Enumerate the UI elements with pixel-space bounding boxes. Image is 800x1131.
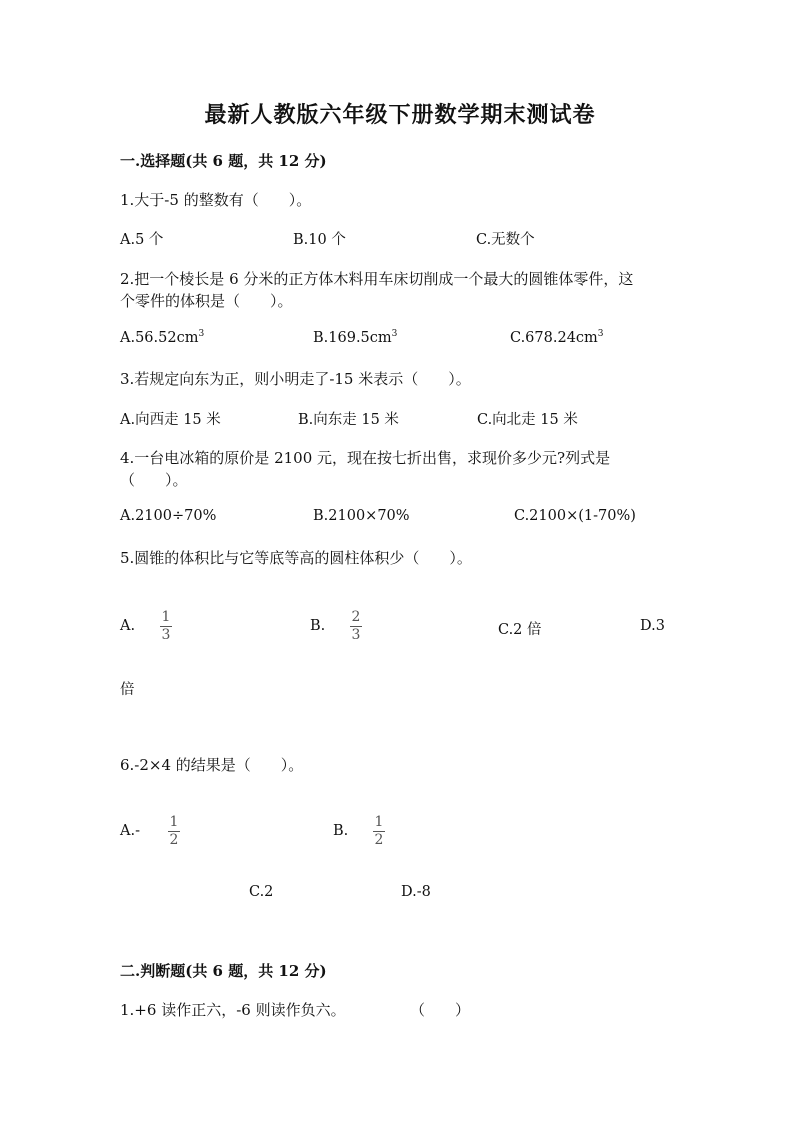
question-5: 5.圆锥的体积比与它等底等高的圆柱体积少（ ）。 — [120, 549, 472, 567]
q6-option-b-label: B. — [333, 823, 349, 839]
q5-option-b-fraction — [350, 610, 362, 643]
question-4-line-1: 4.一台电冰箱的原价是 2100 元，现在按七折出售，求现价多少元?列式是 — [120, 449, 611, 467]
fraction-denominator: 3 — [351, 627, 361, 643]
q3-option-b: B.向东走 15 米 — [298, 412, 399, 428]
question-6: 6.-2×4 的结果是（ ）。 — [120, 756, 304, 774]
question-1: 1.大于-5 的整数有（ ）。 — [120, 191, 312, 209]
q5-option-d: D.3 — [640, 618, 665, 634]
q4-option-b: B.2100×70% — [313, 508, 410, 524]
q2-option-a: $A.56.52cm^3$ — [120, 329, 205, 346]
q2-option-c: $C.678.24cm^3$ — [510, 329, 604, 346]
fraction-denominator: 2 — [374, 832, 384, 848]
judgment-1-answer-paren: （ ） — [410, 1001, 471, 1019]
section-heading-judgment: 二.判断题(共 6 题，共 12 分) — [120, 962, 327, 980]
fraction-denominator: 2 — [169, 832, 179, 848]
question-4-line-2: （ ）。 — [120, 471, 188, 489]
q6-option-a-label: A.- — [120, 823, 140, 839]
q3-option-a: A.向西走 15 米 — [120, 412, 221, 428]
q5-option-b-label: B. — [310, 618, 326, 634]
q6-option-a-fraction — [168, 815, 180, 848]
fraction-numerator: 1 — [161, 609, 171, 625]
q5-option-a-fraction — [160, 610, 172, 643]
section-heading-choice: 一.选择题(共 6 题，共 12 分) — [120, 152, 327, 170]
q6-option-d: D.-8 — [401, 884, 431, 900]
q4-option-a: A.2100÷70% — [120, 508, 217, 524]
fraction-numerator: 2 — [351, 609, 361, 625]
question-3: 3.若规定向东为正，则小明走了-15 米表示（ ）。 — [120, 370, 471, 388]
fraction-denominator: 3 — [161, 627, 171, 643]
fraction-numerator: 1 — [169, 814, 179, 830]
q2-option-b: $B.169.5cm^3$ — [313, 329, 398, 346]
q1-option-c: C.无数个 — [476, 232, 535, 248]
q5-option-a-label: A. — [120, 618, 136, 634]
q1-option-a: A.5 个 — [120, 232, 164, 248]
q5-option-c: C.2 倍 — [498, 622, 542, 638]
q5-option-d-wrap: 倍 — [120, 682, 135, 698]
q4-option-c: C.2100×(1-70%) — [514, 508, 636, 524]
q1-option-b: B.10 个 — [293, 232, 346, 248]
q6-option-b-fraction — [373, 815, 385, 848]
fraction-numerator: 1 — [374, 814, 384, 830]
judgment-1: 1.+6 读作正六，-6 则读作负六。 — [120, 1001, 346, 1019]
page-title: 最新人教版六年级下册数学期末测试卷 — [204, 102, 596, 128]
question-2-line-2: 个零件的体积是（ ）。 — [120, 292, 293, 310]
q6-option-c: C.2 — [249, 884, 274, 900]
q3-option-c: C.向北走 15 米 — [477, 412, 578, 428]
question-2-line-1: 2.把一个棱长是 6 分米的正方体木料用车床切削成一个最大的圆锥体零件，这 — [120, 270, 634, 288]
